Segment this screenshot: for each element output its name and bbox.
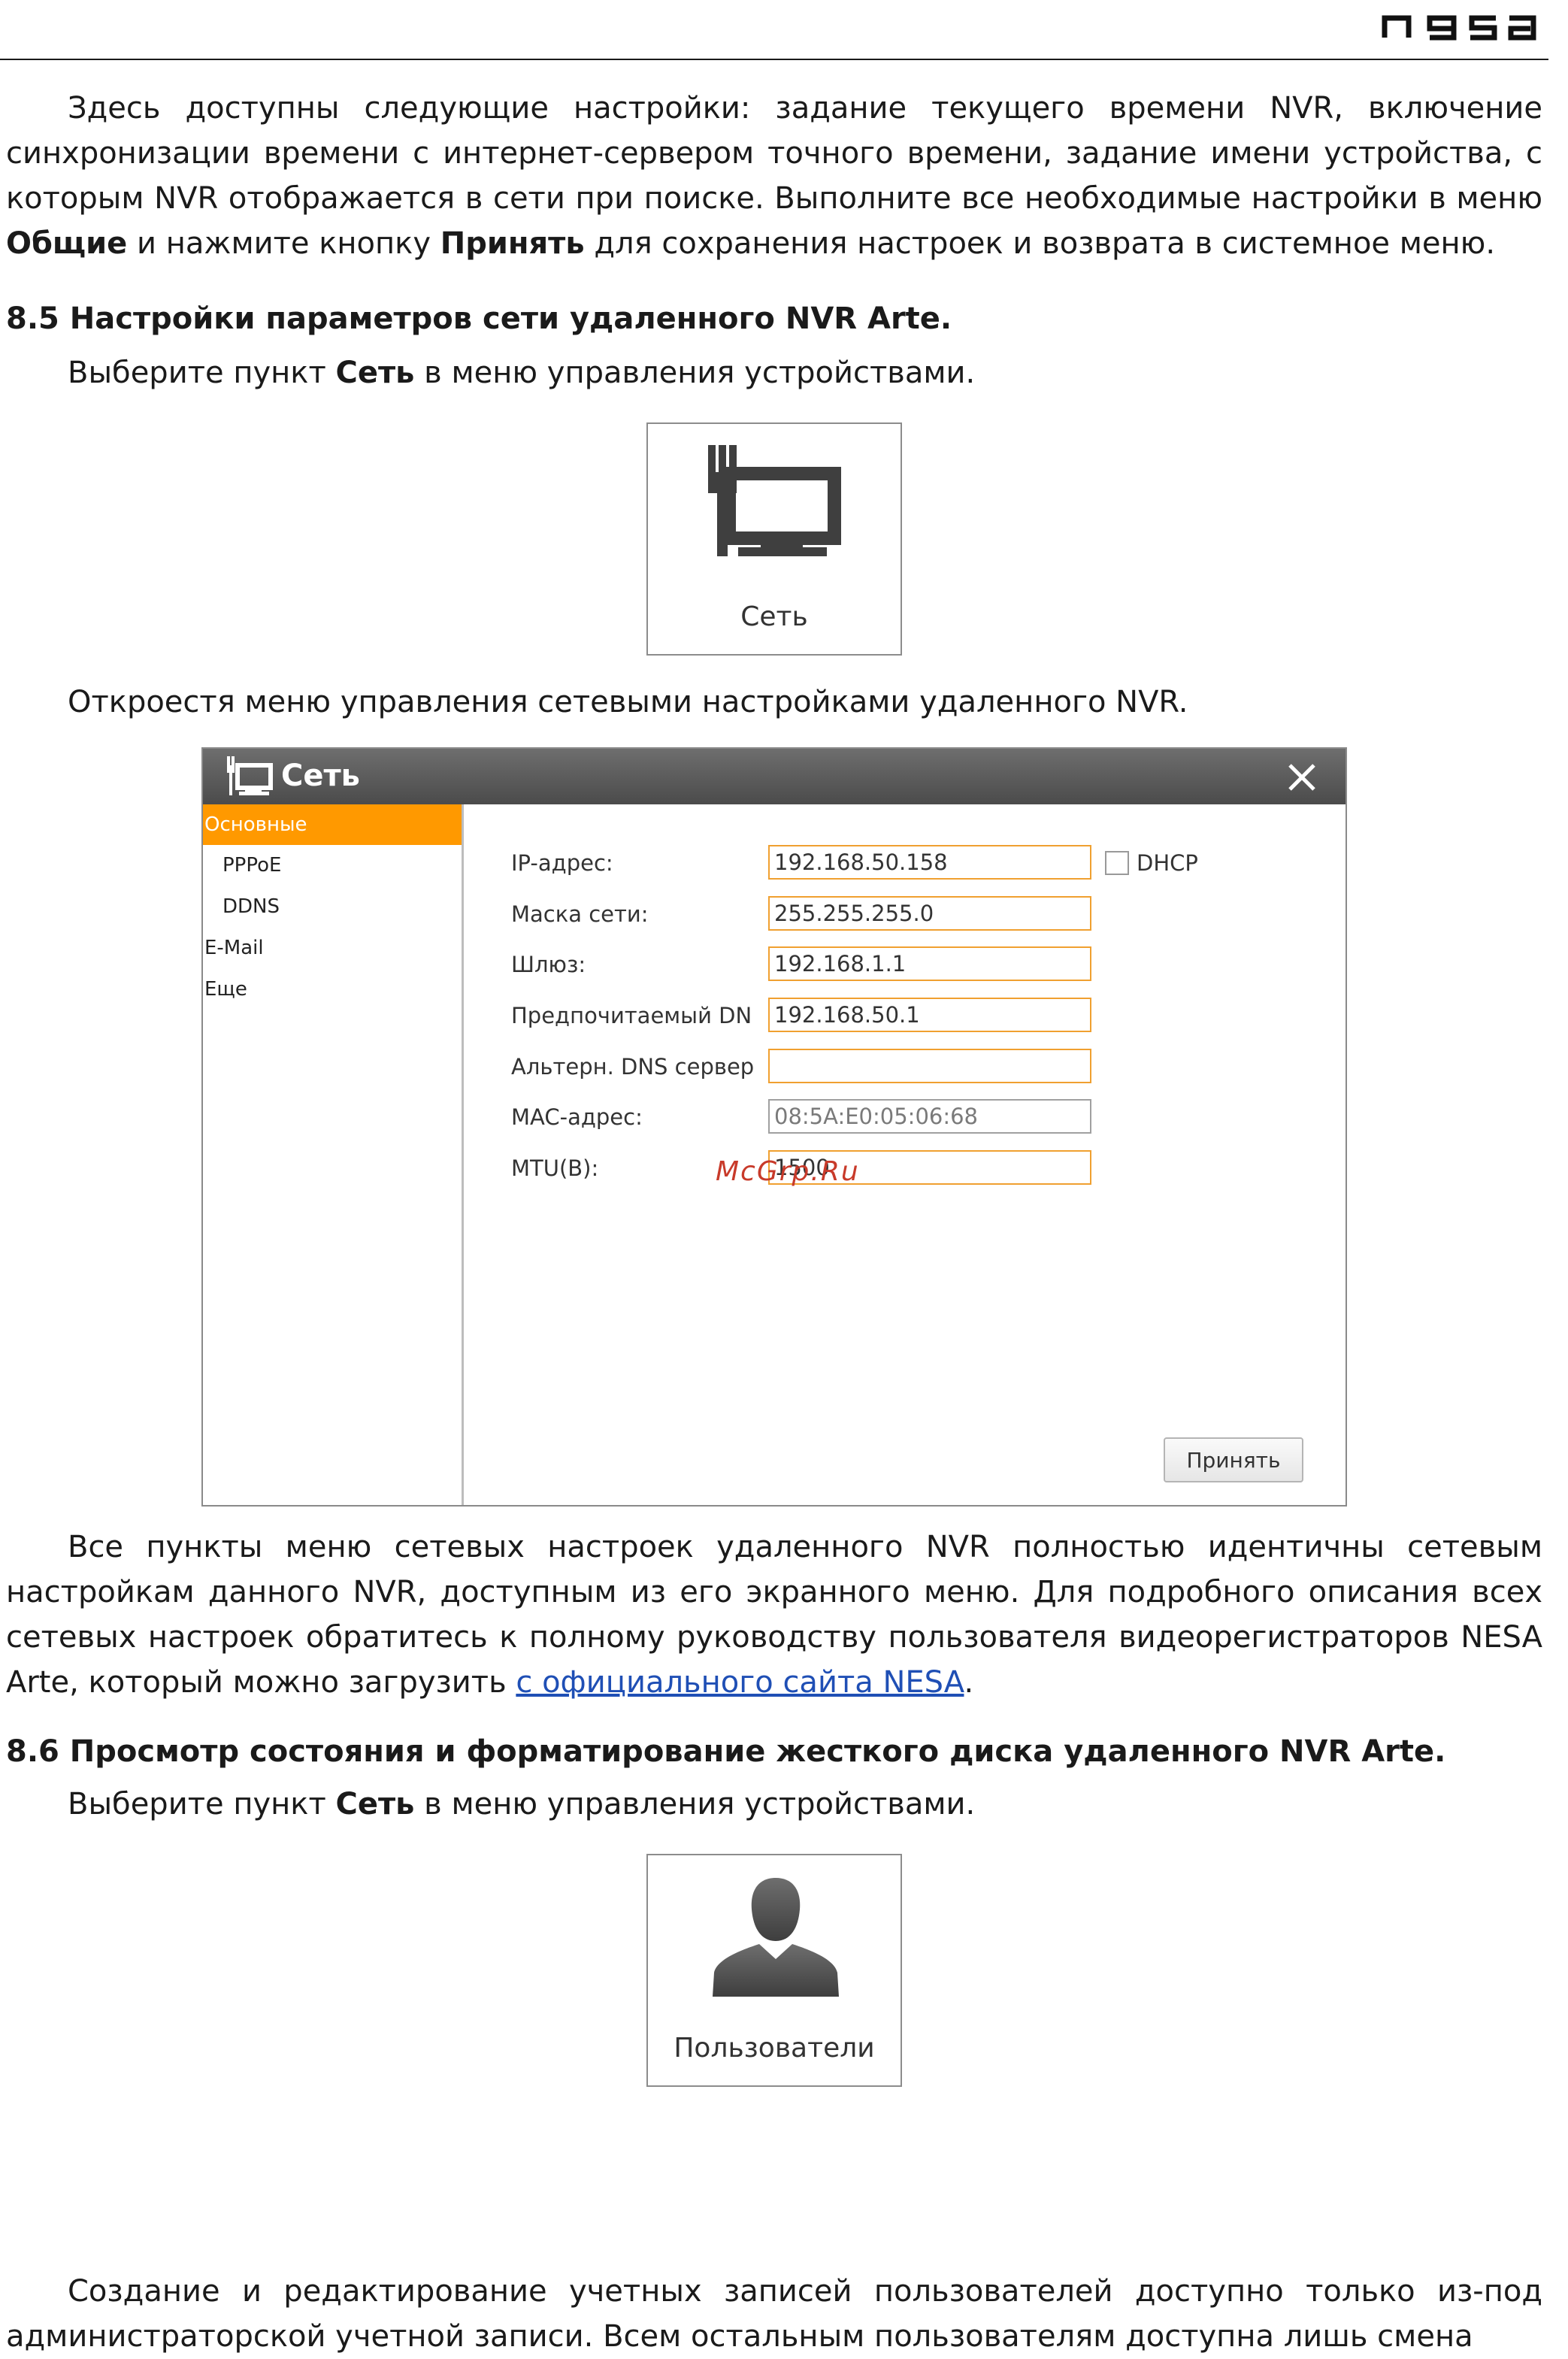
section-8-6-instruction: Выберите пункт Сеть в меню управления устройствами. (68, 1787, 976, 1821)
subnet-mask-label: Маска сети: (511, 901, 649, 927)
nesa-logo (1370, 3, 1550, 48)
section-8-5-instruction: Выберите пункт Сеть в меню управления устройствами. (68, 356, 976, 390)
network-monitor-icon (708, 445, 843, 558)
preferred-dns-input[interactable] (768, 998, 1091, 1032)
preferred-dns-label: Предпочитаемый DN (511, 1003, 752, 1028)
alternate-dns-label: Альтерн. DNS сервер (511, 1054, 755, 1080)
header-rule (0, 59, 1548, 60)
section-8-6-heading: 8.6 Просмотр состояния и форматирование жесткого диска удаленного NVR Arte. (6, 1734, 1446, 1769)
official-site-link[interactable]: с официального сайта NESA (516, 1665, 964, 1700)
network-monitor-icon (226, 755, 275, 797)
mac-address-label: MAC-адрес: (511, 1104, 643, 1130)
dhcp-checkbox[interactable] (1105, 851, 1129, 875)
ip-address-input[interactable] (768, 845, 1091, 880)
sidebar-item-pppoe[interactable]: PPPoE (222, 854, 282, 877)
sidebar-item-ddns[interactable]: DDNS (222, 895, 280, 918)
sidebar-item-email[interactable]: E-Mail (204, 937, 264, 959)
mtu-label: MTU(B): (511, 1155, 599, 1181)
subnet-mask-input[interactable] (768, 896, 1091, 931)
watermark: McGrp.Ru (716, 1156, 860, 1187)
gateway-label: Шлюз: (511, 952, 586, 977)
alternate-dns-input[interactable] (768, 1049, 1091, 1083)
users-tile-label: Пользователи (674, 2033, 875, 2064)
sidebar-item-more[interactable]: Еще (204, 978, 247, 1001)
users-tile[interactable] (646, 1854, 902, 2087)
mac-address-input (768, 1099, 1091, 1134)
dialog-title: Сеть (281, 759, 360, 793)
apply-button[interactable]: Принять (1164, 1437, 1303, 1482)
dialog-titlebar (203, 749, 1346, 804)
gateway-input[interactable] (768, 946, 1091, 981)
intro-paragraph: Здесь доступны следующие настройки: задание текущего времени NVR, включение синхронизации времени с интернет-сервером точного времени, задание имени устройства, с которым NVR отображается в сети при поиске. Выполните все необходимые настройки в меню Общие и нажмите кнопку Принять для сохранения настроек и возврата в системное меню. (6, 91, 1542, 261)
final-paragraph: Создание и редактирование учетных записей пользователей доступно только из-под администраторской учетной записи. Всем остальным пользователям доступна лишь смена (6, 2274, 1542, 2354)
network-tile-label: Сеть (740, 601, 808, 632)
network-tile[interactable] (646, 422, 902, 656)
network-description-paragraph: Все пункты меню сетевых настроек удаленного NVR полностью идентичны сетевым настройкам данного NVR, доступным из его экранного меню. Для подробного описания всех сетевых настроек обратитесь к полному руководству пользователя видеорегистраторов NESA Arte, который можно загрузить с официального сайта NESA. (6, 1530, 1542, 1700)
sidebar-item-basic[interactable]: Основные (203, 804, 462, 845)
section-8-5-heading: 8.5 Настройки параметров сети удаленного NVR Arte. (6, 301, 952, 336)
dhcp-label: DHCP (1137, 850, 1198, 876)
user-icon (711, 1875, 840, 2000)
close-icon[interactable] (1287, 762, 1317, 792)
network-dialog (201, 747, 1347, 1507)
dialog-sidebar (203, 804, 464, 1505)
ip-address-label: IP-адрес: (511, 850, 613, 876)
opens-menu-text: Откроестя меню управления сетевыми настройками удаленного NVR. (68, 685, 1188, 719)
